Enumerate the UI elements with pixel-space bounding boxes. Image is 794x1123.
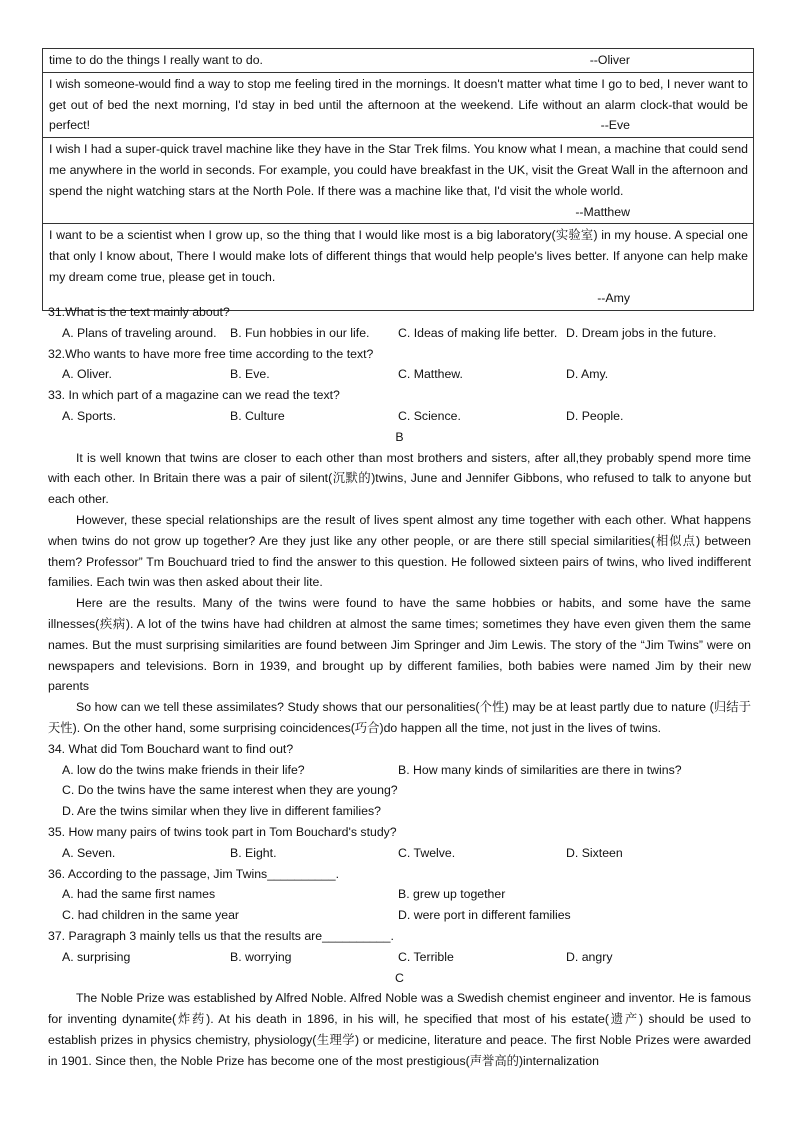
- option-d: D. were port in different families: [398, 908, 571, 923]
- option-c: C. Terrible: [398, 949, 454, 964]
- question-37: 37. Paragraph 3 mainly tells us that the results are__________.: [48, 928, 394, 943]
- question-31-options: [48, 323, 751, 344]
- option-c: C. Twelve.: [398, 845, 456, 860]
- question-37-options: [48, 947, 751, 968]
- question-35: 35. How many pairs of twins took part in Tom Bouchard's study?: [48, 824, 397, 839]
- letter-row-amy: [43, 224, 754, 310]
- option-c: C. Do the twins have the same interest when they are young?: [62, 783, 398, 798]
- letter-text: I wish someone-would find a way to stop me feeling tired in the mornings. It doesn't matter what time I go to bed, I never want to get out of bed the next morning, I'd stay in bed until the afternoon at the weekend. Life without an alarm clock-that would be perfect!: [49, 76, 748, 133]
- passage-b-paragraph-1: It is well known that twins are closer to each other than most brothers and sisters, after all,they probably spend more time with each other. In Britain there was a pair of silent(沉默的)twins, June and Jennifer Gibbons, who refused to talk to anyone but each other.: [48, 450, 751, 507]
- question-35-options: [48, 843, 751, 864]
- option-c: C. had children in the same year: [62, 908, 240, 923]
- question-36: 36. According to the passage, Jim Twins__________.: [48, 866, 339, 881]
- question-33-options: [48, 406, 751, 427]
- option-d: D. angry: [566, 949, 613, 964]
- question-32-options: [48, 364, 751, 385]
- passage-b-paragraph-2: However, these special relationships are the result of lives spent almost any time together with each other. What happens when twins do not grow up together? Are they just like any other people, or are there still special similarities(相似点) between them? Professor” Tm Bouchuard tried to find the answer to this question. He followed sixteen pairs of twins, who lived indifferent families. Each twin was then asked about their lite.: [48, 512, 751, 590]
- option-d: D. Are the twins similar when they live in different families?: [62, 804, 381, 819]
- option-a: A. Plans of traveling around.: [62, 325, 217, 340]
- letter-row-matthew: [43, 138, 754, 224]
- section-heading-b: B: [395, 429, 404, 444]
- question-32: 32.Who wants to have more free time according to the text?: [48, 346, 374, 361]
- letter-signature: --Matthew: [575, 204, 630, 219]
- question-31: 31.What is the text mainly about?: [48, 305, 230, 319]
- question-34-options-ab: [48, 760, 751, 781]
- option-b: B. worrying: [230, 949, 292, 964]
- letter-text: time to do the things I really want to do.: [49, 53, 263, 67]
- option-a: A. Oliver.: [62, 367, 112, 382]
- option-b: B. How many kinds of similarities are there in twins?: [398, 762, 682, 777]
- question-33: 33. In which part of a magazine can we read the text?: [48, 388, 340, 403]
- option-a: A. Seven.: [62, 845, 116, 860]
- option-b: B. Culture: [230, 408, 285, 423]
- passage-b-paragraph-3: Here are the results. Many of the twins were found to have the same hobbies or habits, and some have the same illnesses(疾病). A lot of the twins have had children at almost the same times; sometimes they have even given them the same names. But the must surprising similarities are found between Jim Springer and Jim Lewis. The story of the “Jim Twins” were on newspapers and televisions. Born in 1939, and brought up by different families, both babies were named Jim by their new parents: [48, 596, 751, 694]
- letters-table: [42, 48, 754, 311]
- option-a: A. low do the twins make friends in their life?: [62, 762, 305, 777]
- question-34: 34. What did Tom Bouchard want to find out?: [48, 741, 294, 756]
- option-a: A. had the same first names: [62, 887, 216, 902]
- letter-signature: --Eve: [600, 118, 630, 133]
- option-d: D. Amy.: [566, 367, 609, 382]
- letter-text: I wish I had a super-quick travel machine like they have in the Star Trek films. You know what I mean, a machine that could send me anywhere in the world in seconds. For example, you could have breakfast in the UK, visit the Great Wall in the afternoon and spend the night watching stars at the North Pole. If there was a machine like that, I'd visit the whole world.: [49, 142, 748, 198]
- option-b: B. grew up together: [398, 887, 506, 902]
- letter-row-oliver: [43, 49, 754, 73]
- option-b: B. Fun hobbies in our life.: [230, 325, 370, 340]
- option-a: A. Sports.: [62, 408, 116, 423]
- letter-text: I want to be a scientist when I grow up, so the thing that I would like most is a big laboratory(实验室) in my house. A special one that only I know about, There I would make lots of different things that would help people's lives better. If anyone can help make my dream come true, please get in touch.: [49, 228, 748, 284]
- passage-b-paragraph-4: So how can we tell these assimilates? Study shows that our personalities(个性) may be at least partly due to nature (归结于天性). On the other hand, some surprising coincidences(巧合)do happen all the time, not just in the lives of twins.: [48, 700, 751, 735]
- option-c: C. Science.: [398, 408, 461, 423]
- section-heading-c: C: [395, 970, 404, 985]
- option-b: B. Eight.: [230, 845, 277, 860]
- option-d: D. Dream jobs in the future.: [566, 325, 717, 340]
- option-a: A. surprising: [62, 949, 131, 964]
- option-c: C. Matthew.: [398, 367, 463, 382]
- letter-signature: --Oliver: [589, 53, 630, 67]
- passage-c-paragraph-1: The Noble Prize was established by Alfred Noble. Alfred Noble was a Swedish chemist engineer and inventor. He is famous for inventing dynamite(炸药). At his death in 1896, in his will, he specified that most of his estate(遗产) should be used to establish prizes in physics chemistry, physiology(生理学) or medicine, literature and peace. The first Noble Prizes were awarded in 1901. Since then, the Noble Prize has become one of the most prestigious(声誉高的)internalization: [48, 991, 751, 1068]
- letter-signature: --Amy: [597, 290, 630, 305]
- letter-row-eve: [43, 72, 754, 137]
- option-c: C. Ideas of making life better.: [398, 325, 558, 340]
- exam-content: [48, 302, 751, 1071]
- question-36-options-cd: [48, 905, 751, 926]
- question-36-options-ab: [48, 884, 751, 905]
- option-b: B. Eve.: [230, 367, 270, 382]
- option-d: D. Sixteen: [566, 845, 623, 860]
- option-d: D. People.: [566, 408, 624, 423]
